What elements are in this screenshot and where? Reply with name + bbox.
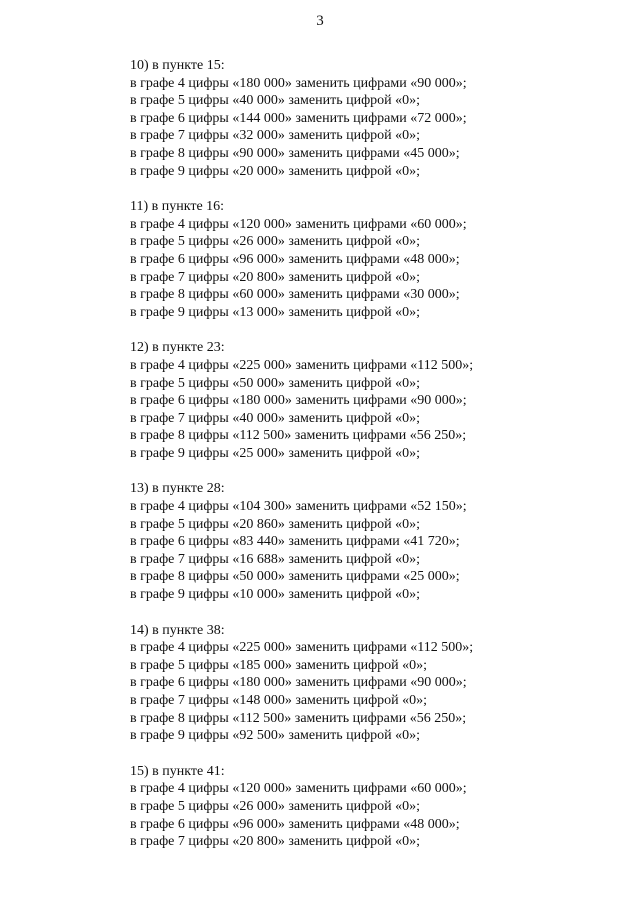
amendment-line: в графе 5 цифры «40 000» заменить цифрой «0»; [130,93,421,109]
amendment-line: в графе 7 цифры «20 800» заменить цифрой «0»; [130,269,421,285]
amendment-heading: 15) в пункте 41: [130,763,225,779]
amendment-line: в графе 5 цифры «20 860» заменить цифрой «0»; [130,516,421,532]
amendment-heading: 11) в пункте 16: [130,199,225,215]
amendment-line: в графе 9 цифры «25 000» заменить цифрой «0»; [130,445,421,461]
page-number: 3 [316,13,324,29]
amendment-line: в графе 5 цифры «50 000» заменить цифрой «0»; [130,375,421,391]
amendment-line: в графе 4 цифры «120 000» заменить цифрами «60 000»; [130,781,467,797]
amendment-line: в графе 8 цифры «90 000» заменить цифрами «45 000»; [130,145,460,161]
amendment-line: в графе 6 цифры «180 000» заменить цифрами «90 000»; [130,393,467,409]
amendment-item [130,763,610,851]
amendment-line: в графе 6 цифры «83 440» заменить цифрами «41 720»; [130,534,460,550]
amendment-line: в графе 5 цифры «26 000» заменить цифрой «0»; [130,798,421,814]
amendment-line: в графе 6 цифры «180 000» заменить цифрами «90 000»; [130,675,467,691]
amendment-line: в графе 8 цифры «60 000» заменить цифрами «30 000»; [130,287,460,303]
amendment-line: в графе 4 цифры «104 300» заменить цифрами «52 150»; [130,499,467,515]
amendment-line: в графе 6 цифры «96 000» заменить цифрами «48 000»; [130,251,460,267]
amendment-line: в графе 5 цифры «26 000» заменить цифрой «0»; [130,234,421,250]
amendment-heading: 13) в пункте 28: [130,481,225,497]
amendment-item [130,480,610,603]
amendment-line: в графе 8 цифры «50 000» заменить цифрами «25 000»; [130,569,460,585]
amendment-heading: 12) в пункте 23: [130,340,225,356]
amendment-line: в графе 4 цифры «120 000» заменить цифрами «60 000»; [130,216,467,232]
amendment-line: в графе 4 цифры «225 000» заменить цифрами «112 500»; [130,640,474,656]
amendment-line: в графе 8 цифры «112 500» заменить цифрами «56 250»; [130,428,467,444]
amendment-line: в графе 7 цифры «148 000» заменить цифрой «0»; [130,693,428,708]
amendment-line: в графе 7 цифры «20 800» заменить цифрой «0»; [130,834,421,850]
amendment-line: в графе 9 цифры «13 000» заменить цифрой «0»; [130,304,421,320]
amendment-item [130,57,610,180]
amendment-line: в графе 9 цифры «20 000» заменить цифрой «0»; [130,163,421,179]
amendment-item [130,198,610,321]
document-body [130,57,610,869]
amendment-item [130,339,610,462]
amendment-line: в графе 7 цифры «32 000» заменить цифрой «0»; [130,128,421,144]
amendment-line: в графе 9 цифры «10 000» заменить цифрой «0»; [130,587,421,603]
amendment-line: в графе 4 цифры «225 000» заменить цифрами «112 500»; [130,357,474,373]
amendment-line: в графе 6 цифры «96 000» заменить цифрами «48 000»; [130,816,460,832]
amendment-line: в графе 7 цифры «40 000» заменить цифрой «0»; [130,410,421,426]
amendment-heading: 10) в пункте 15: [130,58,225,73]
amendment-line: в графе 6 цифры «144 000» заменить цифрами «72 000»; [130,110,467,126]
amendment-item [130,622,610,745]
amendment-line: в графе 9 цифры «92 500» заменить цифрой «0»; [130,728,421,744]
amendment-line: в графе 4 цифры «180 000» заменить цифрами «90 000»; [130,75,467,91]
amendment-line: в графе 7 цифры «16 688» заменить цифрой «0»; [130,551,421,567]
amendment-line: в графе 5 цифры «185 000» заменить цифрой «0»; [130,657,428,673]
amendment-line: в графе 8 цифры «112 500» заменить цифрами «56 250»; [130,710,467,726]
amendment-heading: 14) в пункте 38: [130,622,225,638]
